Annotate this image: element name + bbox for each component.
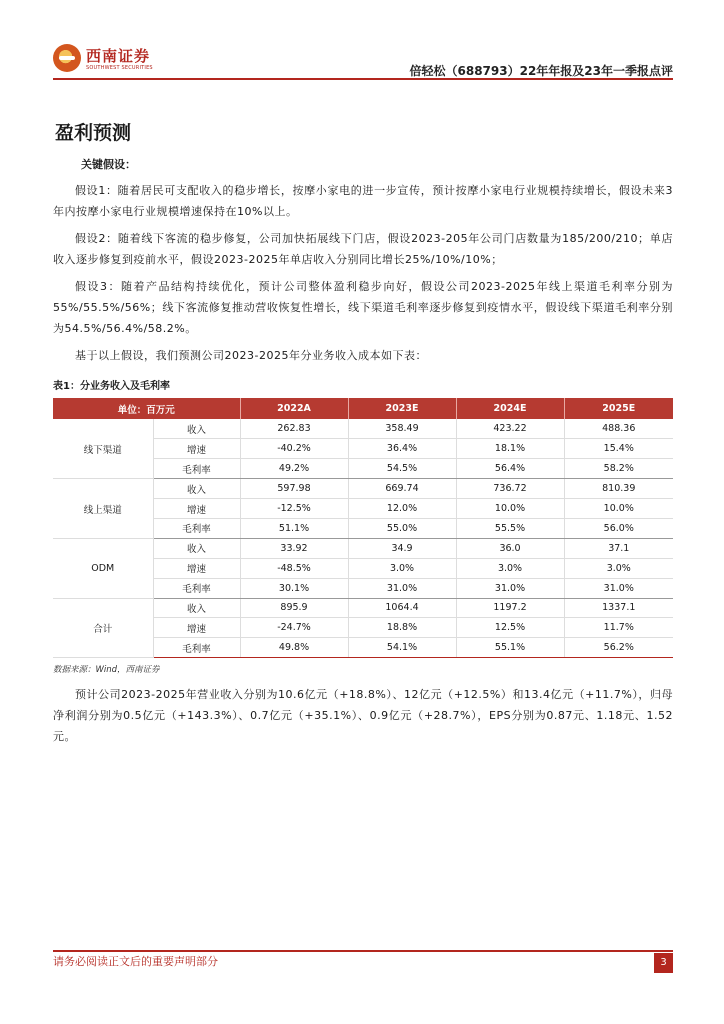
table-row — [53, 479, 673, 499]
row-label: 毛利率 — [153, 459, 240, 479]
assumption-3: 假设3：随着产品结构持续优化，预计公司整体盈利稳步向好，假设公司2023-2025年线上渠道毛利率分别为 55%/55.5%/56%；线下客流修复推动营收恢复性增长，线下渠道毛利率逐步修复到疫情水平，假设线下渠道毛利率分别为54.5%/56.4%/58.2%。 — [53, 280, 673, 335]
table-cell: 488.36 — [564, 419, 673, 439]
logo-mark-icon — [53, 44, 81, 72]
column-header-unit: 单位：百万元 — [53, 398, 240, 419]
section-title: 盈利预测 — [55, 122, 132, 144]
logo-cn-text: 西南证券 — [86, 47, 151, 65]
table-cell: 55.1% — [456, 638, 564, 658]
table-cell: 12.0% — [348, 499, 456, 519]
table-row — [53, 538, 673, 558]
company-logo — [53, 44, 163, 74]
table-cell: 262.83 — [240, 419, 348, 439]
table-cell: 1197.2 — [456, 598, 564, 618]
table-cell: 55.0% — [348, 518, 456, 538]
table-cell: 49.2% — [240, 459, 348, 479]
table-cell: 669.74 — [348, 479, 456, 499]
table-cell: 51.1% — [240, 518, 348, 538]
table-row — [53, 419, 673, 439]
table-cell: 423.22 — [456, 419, 564, 439]
disclaimer-note: 请务必阅读正文后的重要声明部分 — [53, 955, 218, 968]
row-label: 增速 — [153, 499, 240, 519]
forecast-conclusion: 预计公司2023-2025年营业收入分别为10.6亿元（+18.8%）、12亿元（+12.5%）和13.4亿元（+11.7%），归母净利润分别为0.5亿元（+143.3%）、0.7亿元（+35.1%）、0.9亿元（+28.7%），EPS分别为0.87元、1.18元、1.52元。 — [53, 688, 673, 744]
table-cell: 11.7% — [564, 618, 673, 638]
assumption-1: 假设1：随着居民可支配收入的稳步增长，按摩小家电的进一步宣传，预计按摩小家电行业规模持续增长，假设未来3年内按摩小家电行业规模增速保持在10%以上。 — [53, 184, 673, 218]
table-cell: 36.4% — [348, 439, 456, 459]
table-cell: 33.92 — [240, 538, 348, 558]
row-label: 收入 — [153, 419, 240, 439]
row-label: 增速 — [153, 439, 240, 459]
table-cell: 10.0% — [456, 499, 564, 519]
table-cell: 56.2% — [564, 638, 673, 658]
forecast-intro: 基于以上假设，我们预测公司2023-2025年分业务收入成本如下表： — [75, 349, 427, 362]
row-label: 收入 — [153, 538, 240, 558]
table-cell: -48.5% — [240, 558, 348, 578]
table-cell: 3.0% — [348, 558, 456, 578]
table-cell: 55.5% — [456, 518, 564, 538]
table-cell: 736.72 — [456, 479, 564, 499]
column-header-2025e: 2025E — [564, 398, 673, 419]
row-label: 增速 — [153, 558, 240, 578]
column-header-2023e: 2023E — [348, 398, 456, 419]
column-header-2022a: 2022A — [240, 398, 348, 419]
table-cell: 810.39 — [564, 479, 673, 499]
table-cell: 54.1% — [348, 638, 456, 658]
column-header-2024e: 2024E — [456, 398, 564, 419]
table-cell: -24.7% — [240, 618, 348, 638]
table-row — [53, 598, 673, 618]
table-cell: 31.0% — [456, 578, 564, 598]
table-cell: 12.5% — [456, 618, 564, 638]
table-cell: 30.1% — [240, 578, 348, 598]
table-cell: 18.8% — [348, 618, 456, 638]
table-cell: 895.9 — [240, 598, 348, 618]
table-cell: 31.0% — [564, 578, 673, 598]
page-number: 3 — [654, 953, 673, 973]
table-source: 数据来源：Wind，西南证券 — [53, 665, 160, 676]
table-cell: -40.2% — [240, 439, 348, 459]
table-cell: 3.0% — [456, 558, 564, 578]
table-cell: -12.5% — [240, 499, 348, 519]
group-label: 合计 — [53, 598, 153, 658]
table-cell: 597.98 — [240, 479, 348, 499]
row-label: 增速 — [153, 618, 240, 638]
row-label: 收入 — [153, 598, 240, 618]
table-cell: 358.49 — [348, 419, 456, 439]
page-header — [53, 40, 673, 80]
row-label: 毛利率 — [153, 638, 240, 658]
header-divider — [53, 78, 673, 80]
group-label: 线下渠道 — [53, 419, 153, 479]
table-cell: 15.4% — [564, 439, 673, 459]
table-cell: 34.9 — [348, 538, 456, 558]
table-cell: 56.0% — [564, 518, 673, 538]
group-label: 线上渠道 — [53, 479, 153, 539]
footer-divider — [53, 950, 673, 952]
table-cell: 3.0% — [564, 558, 673, 578]
row-label: 收入 — [153, 479, 240, 499]
table-title: 表1：分业务收入及毛利率 — [53, 381, 170, 392]
table-cell: 37.1 — [564, 538, 673, 558]
row-label: 毛利率 — [153, 518, 240, 538]
assumption-2: 假设2：随着线下客流的稳步修复，公司加快拓展线下门店，假设2023-205年公司门店数量为185/200/210；单店收入逐步修复到疫前水平，假设2023-2025年单店收入分别同比增长25%/10%/10%； — [53, 232, 673, 266]
report-title: 倍轻松（688793）22年年报及23年一季报点评 — [409, 64, 673, 78]
table-cell: 58.2% — [564, 459, 673, 479]
table-cell: 31.0% — [348, 578, 456, 598]
key-assumptions-heading: 关键假设： — [81, 158, 136, 171]
logo-en-text: SOUTHWEST SECURITIES — [86, 65, 153, 71]
table-cell: 49.8% — [240, 638, 348, 658]
table-header-row — [53, 398, 673, 419]
table-cell: 1337.1 — [564, 598, 673, 618]
main-content — [53, 118, 673, 747]
table-cell: 1064.4 — [348, 598, 456, 618]
table-cell: 56.4% — [456, 459, 564, 479]
row-label: 毛利率 — [153, 578, 240, 598]
table-cell: 54.5% — [348, 459, 456, 479]
table-cell: 10.0% — [564, 499, 673, 519]
table-cell: 36.0 — [456, 538, 564, 558]
group-label: ODM — [53, 538, 153, 598]
segment-revenue-table — [53, 398, 673, 658]
table-cell: 18.1% — [456, 439, 564, 459]
